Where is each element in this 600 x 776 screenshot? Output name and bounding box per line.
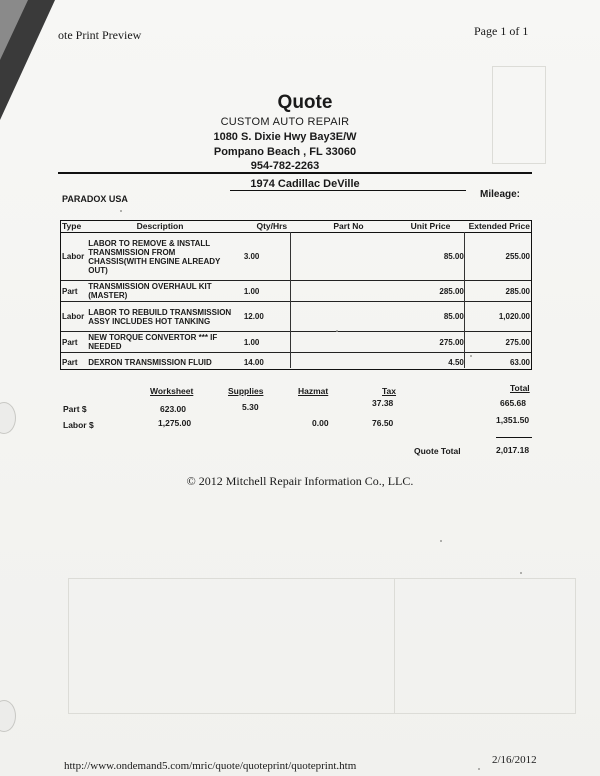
- cell-type: Labor: [60, 233, 86, 281]
- scan-speck: [478, 768, 480, 770]
- column-divider: [464, 232, 465, 368]
- cell-part-no: [302, 233, 395, 281]
- cell-qty: 1.00: [234, 281, 302, 302]
- cell-description: NEW TORQUE CONVERTOR *** IF NEEDED: [86, 332, 234, 353]
- scan-speck: [470, 355, 472, 357]
- cell-part-no: [302, 281, 395, 302]
- labor-total: 1,351.50: [496, 415, 530, 425]
- column-header: Extended Price: [466, 220, 532, 233]
- summary-header-hazmat: Hazmat: [298, 386, 329, 396]
- labor-label: Labor $: [63, 420, 94, 430]
- column-header: Unit Price: [395, 220, 466, 233]
- table-row: [60, 332, 532, 353]
- parts-supplies: 5.30: [242, 402, 259, 412]
- shop-address-line2: Pompano Beach , FL 33060: [213, 146, 357, 158]
- cell-qty: 3.00: [234, 233, 302, 281]
- column-header: Type: [60, 220, 86, 233]
- page-indicator: Page 1 of 1: [474, 24, 529, 38]
- cell-extended-price: 285.00: [466, 281, 532, 302]
- punch-hole: [0, 700, 16, 732]
- cell-extended-price: 63.00: [466, 353, 532, 373]
- cell-extended-price: 255.00: [466, 233, 532, 281]
- cell-type: Labor: [60, 302, 86, 332]
- line-items-table: [60, 220, 532, 373]
- summary-header-total: Total: [510, 383, 530, 393]
- table-row: [60, 233, 532, 281]
- divider: [58, 172, 532, 174]
- cell-description: LABOR TO REBUILD TRANSMISSION ASSY INCLUDES HOT TANKING: [86, 302, 234, 332]
- table-row: [60, 353, 532, 373]
- labor-tax: 76.50: [372, 418, 394, 428]
- column-header: Part No: [302, 220, 395, 233]
- vehicle-description: 1974 Cadillac DeVille: [250, 178, 360, 190]
- cell-unit-price: 4.50: [395, 353, 466, 373]
- customer-name: PARADOX USA: [62, 194, 128, 204]
- cell-qty: 14.00: [234, 353, 302, 373]
- total-divider: [496, 437, 532, 438]
- shop-name: CUSTOM AUTO REPAIR: [220, 116, 350, 128]
- parts-tax: 37.38: [372, 398, 394, 408]
- quote-total-value: 2,017.18: [496, 445, 530, 455]
- scan-speck: [336, 330, 338, 332]
- cell-unit-price: 275.00: [395, 332, 466, 353]
- cell-qty: 1.00: [234, 332, 302, 353]
- punch-hole: [0, 402, 16, 434]
- quote-total-label: Quote Total: [414, 446, 461, 456]
- summary-header-worksheet: Worksheet: [150, 386, 194, 396]
- summary-header-tax: Tax: [382, 386, 397, 396]
- cell-qty: 12.00: [234, 302, 302, 332]
- scan-speck: [520, 572, 522, 574]
- cell-type: Part: [60, 353, 86, 373]
- copyright-notice: © 2012 Mitchell Repair Information Co., LLC.: [186, 474, 414, 488]
- table-row: [60, 302, 532, 332]
- parts-total: 665.68: [500, 398, 526, 408]
- cell-part-no: [302, 332, 395, 353]
- cell-extended-price: 275.00: [466, 332, 532, 353]
- labor-hazmat: 0.00: [312, 418, 329, 428]
- shop-phone: 954-782-2263: [250, 160, 320, 172]
- scan-speck: [440, 540, 442, 542]
- column-divider: [290, 232, 291, 368]
- cell-unit-price: 285.00: [395, 281, 466, 302]
- shop-address-line1: 1080 S. Dixie Hwy Bay3E/W: [213, 131, 357, 143]
- labor-worksheet: 1,275.00: [158, 418, 192, 428]
- cell-description: LABOR TO REMOVE & INSTALL TRANSMISSION FROM CHASSIS(WITH ENGINE ALREADY OUT): [86, 233, 234, 281]
- parts-label: Part $: [63, 404, 87, 414]
- cell-unit-price: 85.00: [395, 302, 466, 332]
- scan-speck: [120, 210, 122, 212]
- summary-header-supplies: Supplies: [228, 386, 264, 396]
- cell-description: TRANSMISSION OVERHAUL KIT (MASTER): [86, 281, 234, 302]
- column-header: Qty/Hrs: [234, 220, 302, 233]
- bleed-through-shape: [394, 578, 576, 714]
- footer-date: 2/16/2012: [492, 754, 537, 766]
- cell-unit-price: 85.00: [395, 233, 466, 281]
- column-header: Description: [86, 220, 234, 233]
- quote-title: Quote: [277, 92, 333, 113]
- print-preview-title: ote Print Preview: [58, 28, 142, 42]
- parts-worksheet: 623.00: [160, 404, 186, 414]
- table-row: [60, 281, 532, 302]
- folded-corner-highlight: [0, 0, 28, 60]
- cell-extended-price: 1,020.00: [466, 302, 532, 332]
- cell-type: Part: [60, 281, 86, 302]
- cell-description: DEXRON TRANSMISSION FLUID: [86, 353, 234, 373]
- table-header-row: [60, 220, 532, 233]
- footer-url: http://www.ondemand5.com/mric/quote/quoteprint/quoteprint.htm: [64, 760, 357, 772]
- cell-part-no: [302, 302, 395, 332]
- cell-type: Part: [60, 332, 86, 353]
- bleed-through-shape: [492, 66, 546, 164]
- cell-part-no: [302, 353, 395, 373]
- mileage-label: Mileage:: [480, 189, 521, 200]
- divider: [230, 190, 466, 191]
